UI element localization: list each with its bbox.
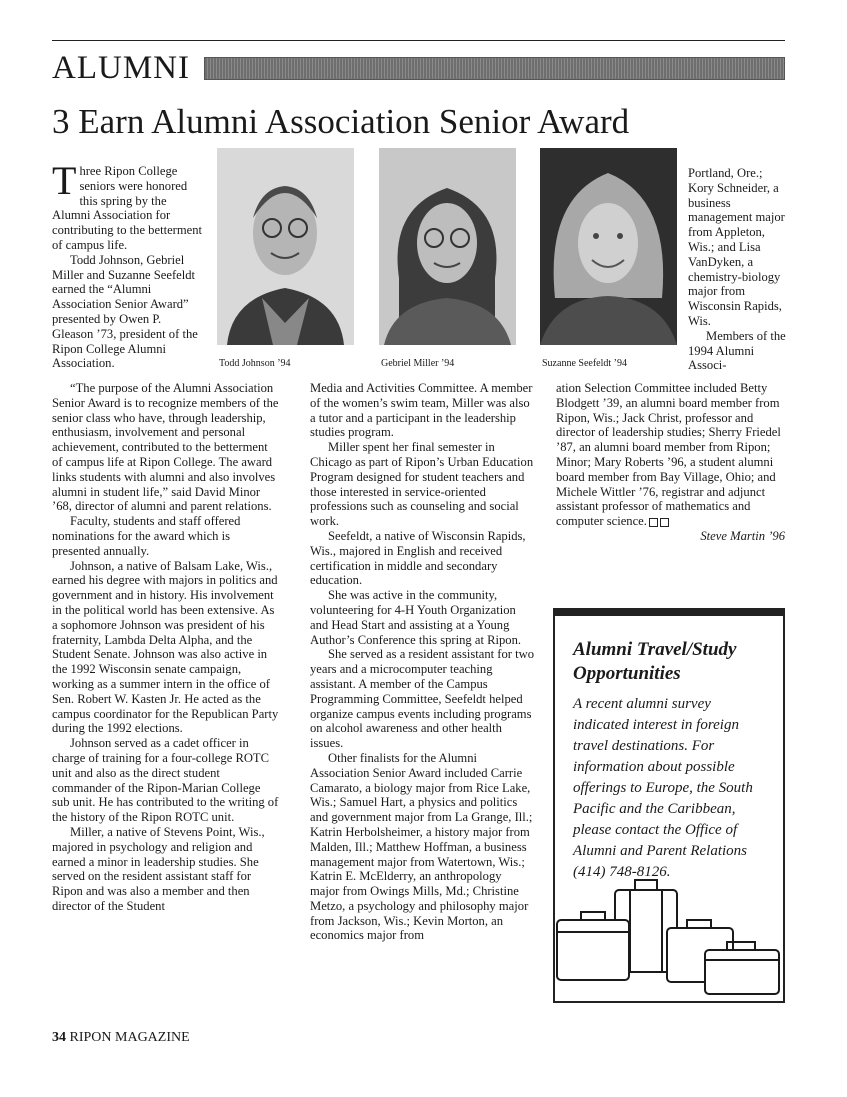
top-rule (52, 40, 785, 41)
body-paragraph: Miller spent her final semester in Chicago as part of Ripon’s Urban Education Program designed for student teachers and those interested in service-oriented professions such as counseling and social work. (310, 440, 534, 529)
author-signature: Steve Martin ’96 (700, 528, 785, 543)
col3-top-text (688, 166, 786, 373)
body-paragraph: Miller, a native of Stevens Point, Wis., majored in psychology and religion and earned a minor in leadership studies. She served on the resident assistant staff for Ripon and was also a member and then director of the Student (52, 824, 265, 913)
column-2 (310, 381, 534, 943)
end-mark-icon (660, 518, 669, 527)
section-bar (204, 57, 785, 80)
body-paragraph: “The purpose of the Alumni Association Senior Award is to recognize members of the senior class who have, through leadership, enthusiasm, involvement and personal achievement, contributed to the betterment of campus life at Ripon College. The award links students with alumni and also involves alumni in student life,” said David Minor ’68, director of alumni and parent relations. (52, 381, 279, 514)
sidebar-title: Alumni Travel/Study Opportunities (573, 639, 737, 684)
headline: 3 Earn Alumni Association Senior Award (52, 102, 630, 141)
drop-cap: T (52, 158, 77, 203)
intro-paragraph: Todd Johnson, Gebriel Miller and Suzanne Seefeldt earned the “Alumni Association Senior Award” presented by Owen P. Gleason ’73, president of the Ripon College Alumni Association. (52, 252, 198, 371)
column-1 (52, 381, 281, 914)
body-paragraph: She was active in the community, volunteering for 4-H Youth Organization and Head Start and assisting at a Young Author’s Conference this spring at Ripon. (310, 588, 522, 647)
page-number: 34 (52, 1030, 66, 1045)
sidebar-body: A recent alumni survey indicated interest in foreign travel destinations. For information about possible offerings to Europe, the South Pacific and the Caribbean, please contact the Office of Alumni and Parent Relations (414) 748-8126. (573, 696, 753, 880)
page-footer (52, 1030, 190, 1046)
body-paragraph: Other finalists for the Alumni Association Senior Award included Carrie Camarato, a biology major from Rice Lake, Wis.; Samuel Hart, a physics and politics and government major from La Grange, Ill.; Katrin Herbolsheimer, a history major from Malden, Ill.; Matthew Hoffman, a business management major from Watertown, Wis.; Katrin E. McElderry, an anthropology major from Owings Mills, Md.; Christine Metzo, a psychology and philosophy major from Jackson, Wis.; Kevin Morton, an economics major from (310, 750, 533, 943)
intro-text (52, 158, 204, 371)
travel-sidebar (553, 608, 785, 1003)
photo-todd-johnson (217, 148, 354, 345)
col3-paragraph: Members of the 1994 Alumni Associ- (688, 328, 786, 373)
magazine-name: RIPON MAGAZINE (69, 1030, 190, 1045)
photo-caption: Todd Johnson ’94 (219, 358, 291, 369)
body-paragraph: Media and Activities Committee. A member of the women’s swim team, Miller was also a tutor and a participant in the leadership studies program. (310, 381, 533, 440)
body-paragraph: Seefeldt, a native of Wisconsin Rapids, Wis., majored in English and received certification in middle and secondary education. (310, 528, 526, 588)
photo-gebriel-miller (379, 148, 516, 345)
col3-paragraph: Portland, Ore.; Kory Schneider, a business management major from Appleton, Wis.; and Lisa VanDyken, a chemistry-biology major from Wisconsin Rapids, Wis. (688, 166, 785, 328)
end-mark-icon (649, 518, 658, 527)
body-paragraph: Faculty, students and staff offered nominations for the award which is presented annually. (52, 514, 241, 558)
body-paragraph: She served as a resident assistant for two years and a microcomputer teaching assistant. A member of the Campus Programming Committee, Seefeldt helped organize campus events including programs on alcohol awareness and other health issues. (310, 647, 534, 751)
body-paragraph: Johnson, a native of Balsam Lake, Wis., earned his degree with majors in politics and government and in history. His involvement in the political world has been extensive. As a sophomore Johnson was president of his fraternity, Lambda Delta Alpha, and the Student Senate. Johnson was also active in the 1992 Wisconsin senate campaign, working as a summer intern in the office of Sen. Robert W. Kasten Jr. He acted as the campus coordinator for the Republican Party during the 1992 elections. (52, 558, 279, 736)
section-title: ALUMNI (52, 50, 190, 86)
luggage-illustration (555, 878, 783, 998)
photo-suzanne-seefeldt (540, 148, 677, 345)
body-paragraph: Johnson served as a cadet officer in charge of training for a four-college ROTC unit and also as the direct student commander of the Ripon-Marian College sub unit. He has contributed to the writing of the history of the Ripon ROTC unit. (52, 736, 279, 825)
photo-caption: Suzanne Seefeldt ’94 (542, 358, 627, 369)
intro-paragraph: hree Ripon College seniors were honored this spring by the Alumni Association for contributing to the betterment of campus life. (52, 164, 203, 252)
body-paragraph: ation Selection Committee included Betty Blodgett ’39, an alumni board member from Ripon, Wis.; Jack Christ, professor and director of leadership studies; Sherry Friedel ’87, an alumni board member from Ripon; Minor; Mary Roberts ’96, a student alumni board member from Bay Village, Ohio; and Michele Wittler ’76, registrar and adjunct assistant professor of mathematics and computer science. (556, 381, 781, 529)
photo-caption: Gebriel Miller ’94 (381, 358, 455, 369)
column-3 (556, 381, 785, 544)
